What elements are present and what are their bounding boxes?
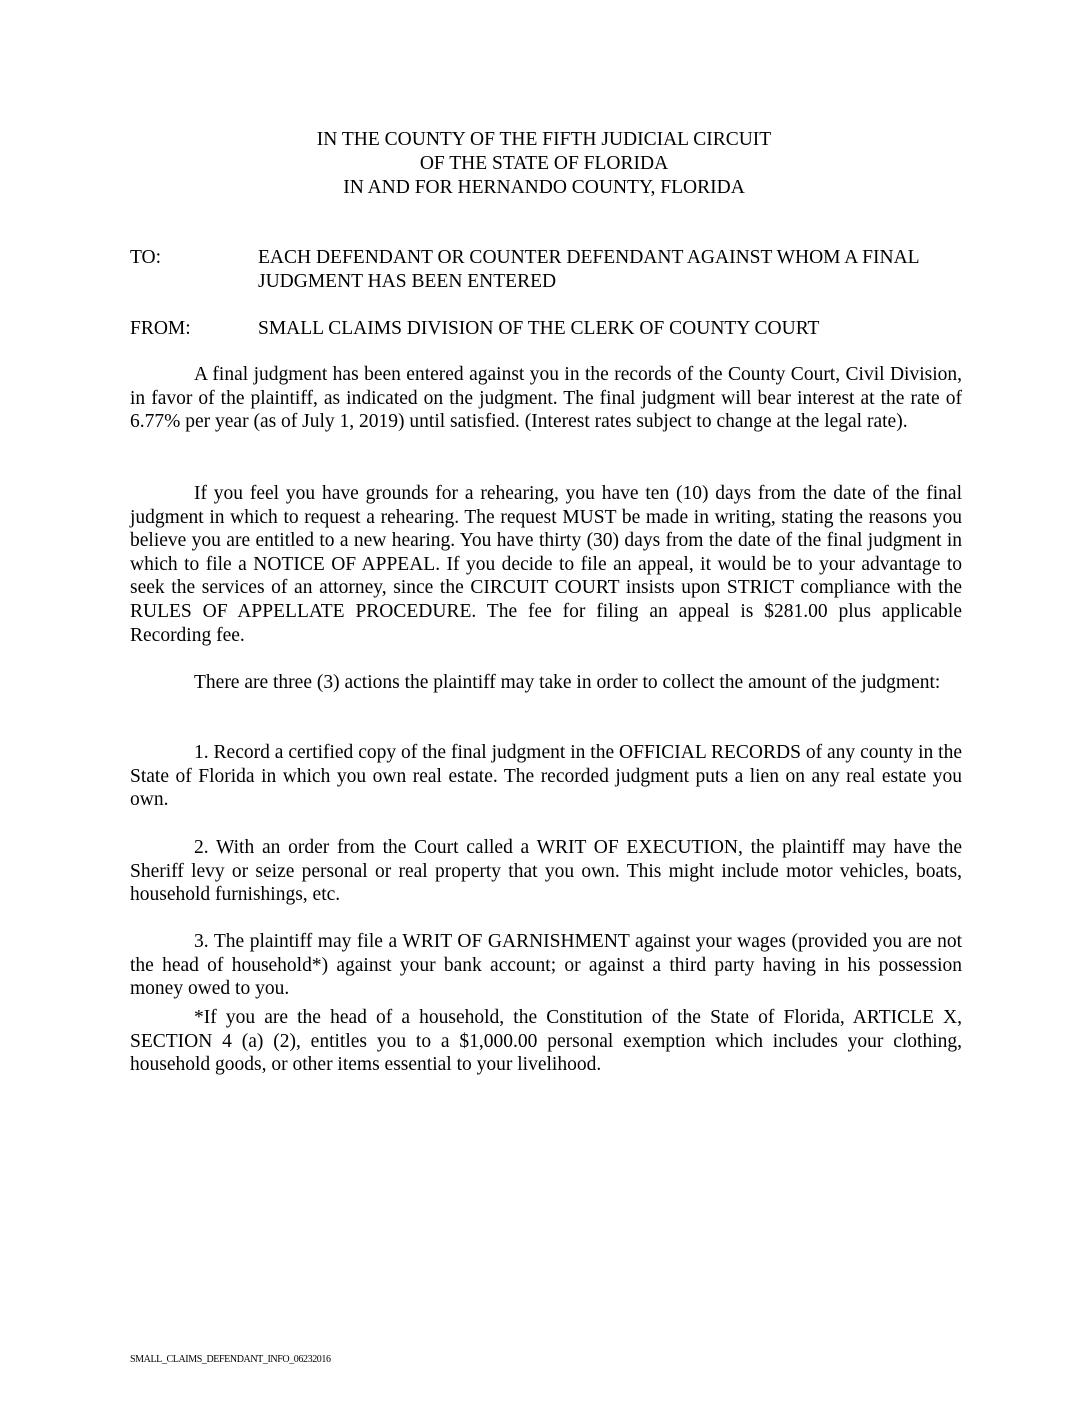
paragraph-final-judgment: A final judgment has been entered against you in the records of the County Court, Civil Division, in favor of the plaintiff, as indicated on the judgment. The final judgment will bear interest at the rate of 6.77% per year (as of July 1, 2019) until satisfied. (Interest rates subject to change at the legal rate). [130,364,962,433]
court-header-line-1: IN THE COUNTY OF THE FIFTH JUDICIAL CIRCUIT [316,129,772,150]
form-id-footer: SMALL_CLAIMS_DEFENDANT_INFO_06232016 [130,1354,331,1365]
court-header-line-2: OF THE STATE OF FLORIDA [419,153,669,174]
from-value: SMALL CLAIMS DIVISION OF THE CLERK OF COUNTY COURT [258,318,820,339]
paragraph-rehearing-appeal: If you feel you have grounds for a rehearing, you have ten (10) days from the date of the final judgment in which to request a rehearing. The request MUST be made in writing, stating the reasons you believe you are entitled to a new hearing. You have thirty (30) days from the date of the final judgment in which to file a NOTICE OF APPEAL. If you decide to file an appeal, it would be to your advantage to seek the services of an attorney, since the CIRCUIT COURT insists upon STRICT compliance with the RULES OF APPELLATE PROCEDURE. The fee for filing an appeal is $281.00 plus applicable Recording fee. [130,483,962,646]
from-label: FROM: [130,318,191,339]
to-value: EACH DEFENDANT OR COUNTER DEFENDANT AGAINST WHOM A FINAL JUDGMENT HAS BEEN ENTERED [258,247,919,292]
court-header [0,128,1088,200]
to-label: TO: [130,247,162,268]
paragraph-action-2: 2. With an order from the Court called a WRIT OF EXECUTION, the plaintiff may have the Sheriff levy or seize personal or real property that you own. This might include motor vehicles, boats, household furnishings, etc. [130,837,962,906]
paragraph-action-3: 3. The plaintiff may file a WRIT OF GARNISHMENT against your wages (provided you are not the head of household*) against your bank account; or against a third party having in his possession money owed to you. [130,931,962,1000]
court-header-line-3: IN AND FOR HERNANDO COUNTY, FLORIDA [343,177,745,198]
paragraph-action-1: 1. Record a certified copy of the final judgment in the OFFICIAL RECORDS of any county in the State of Florida in which you own real estate. The recorded judgment puts a lien on any real estate you own. [130,742,962,811]
paragraph-head-of-household: *If you are the head of a household, the Constitution of the State of Florida, ARTICLE X, SECTION 4 (a) (2), entitles you to a $1,000.00 personal exemption which includes your clothing, household goods, or other items essential to your livelihood. [130,1007,962,1076]
paragraph-collection-actions: There are three (3) actions the plaintiff may take in order to collect the amount of the judgment: [194,672,941,693]
